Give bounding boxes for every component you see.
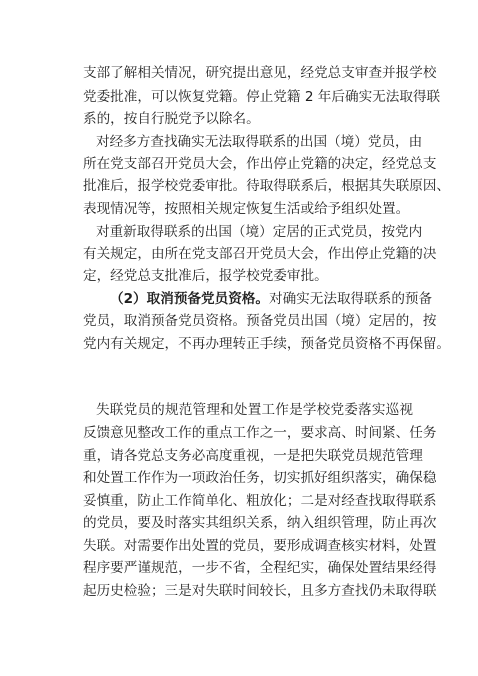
text-line: 党员，取消预备党员资格。预备党员出国（境）定居的，按: [83, 313, 437, 329]
text-line-with-heading: [110, 288, 433, 310]
text-line: 起历史检验；三是对失联时间较长，且多方查找仍未取得联: [83, 583, 437, 599]
text-line: 失联党员的规范管理和处置工作是学校党委落实巡视: [96, 402, 413, 418]
text-line: 支部了解相关情况，研究提出意见，经党总支审查并报学校: [83, 65, 437, 81]
text-line: 失联。对需要作出处置的党员，要形成调查核实材料，处置: [83, 538, 437, 554]
text-line: 妥慎重，防止工作简单化、粗放化；二是对经查找取得联系: [83, 493, 437, 509]
text-segment: 对确实无法取得联系的预备: [269, 291, 433, 307]
text-line: 所在党支部召开党员大会，作出停止党籍的决定，经党总支: [83, 156, 437, 172]
text-line: 党委批准，可以恢复党籍。停止党籍 2 年后确实无法取得联: [83, 89, 441, 105]
text-line: 批准后，报学校党委审批。待取得联系后，根据其失联原因、: [83, 178, 451, 194]
text-line: 和处置工作作为一项政治任务，切实抓好组织落实，确保稳: [83, 470, 437, 486]
text-line: 的党员，要及时落实其组织关系，纳入组织管理，防止再次: [83, 515, 437, 531]
text-line: 系的，按自行脱党予以除名。: [83, 111, 260, 127]
text-line: 党内有关规定，不再办理转正手续，预备党员资格不再保留。: [83, 336, 451, 352]
section-heading: （2）取消预备党员资格。: [110, 291, 269, 307]
text-line: 表现情况等，按照相关规定恢复生活或给予组织处置。: [83, 201, 410, 217]
text-line: 重，请各党总支务必高度重视，一是把失联党员规范管理: [83, 448, 423, 464]
text-line: 对经多方查找确实无法取得联系的出国（境）党员，由: [96, 134, 423, 150]
text-line: 对重新取得联系的出国（境）定居的正式党员，按党内: [96, 224, 423, 240]
text-line: 反馈意见整改工作的重点工作之一，要求高、时间紧、任务: [83, 425, 437, 441]
text-line: 定，经党总支批准后，报学校党委审批。: [83, 268, 328, 284]
text-line: 有关规定，由所在党支部召开党员大会，作出停止党籍的决: [83, 246, 437, 262]
text-line: 程序要严谨规范，一步不省，全程纪实，确保处置结果经得: [83, 560, 437, 576]
